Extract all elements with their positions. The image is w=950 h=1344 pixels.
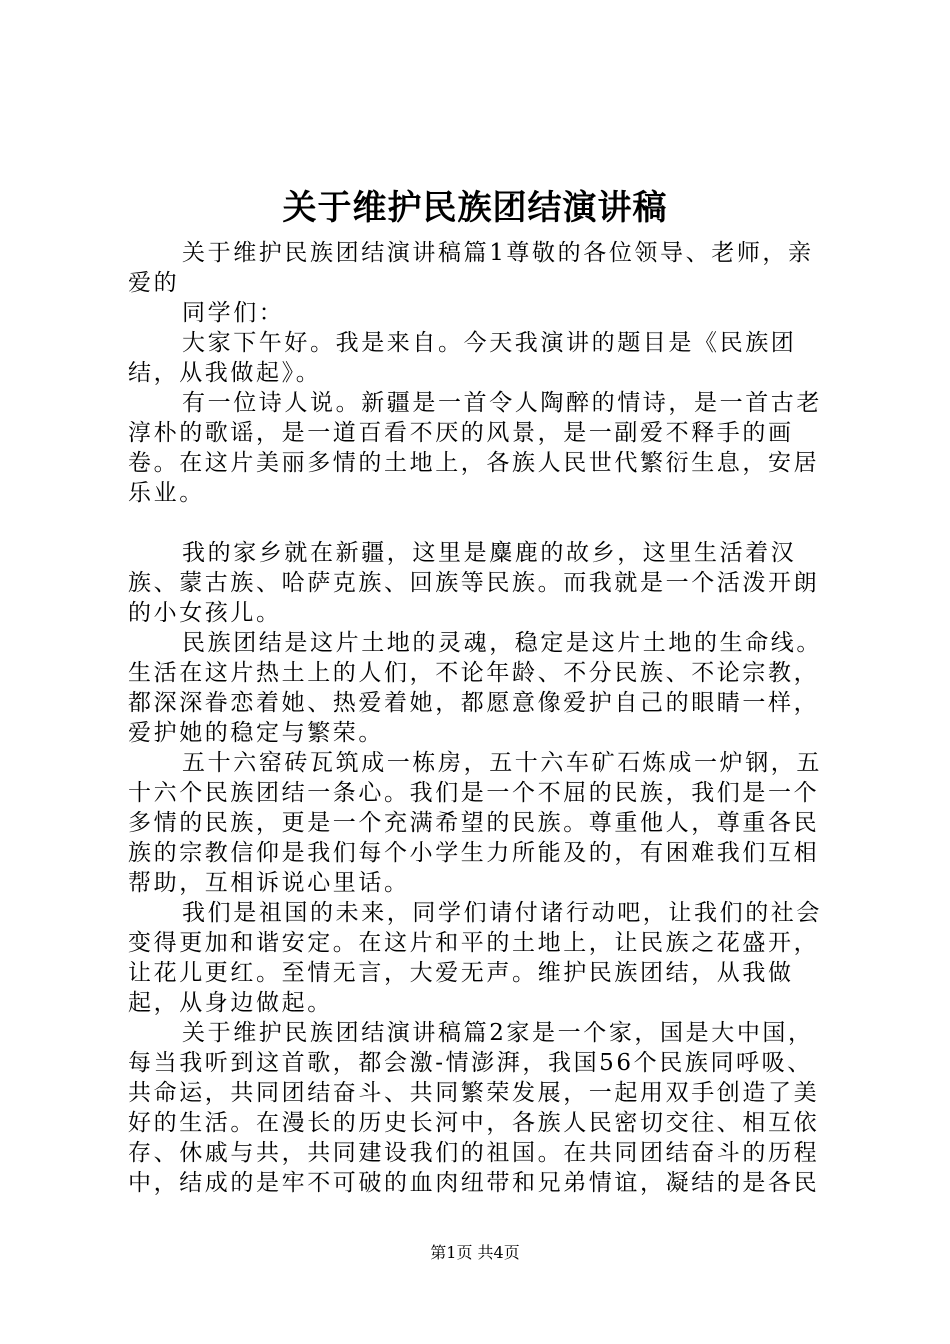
paragraph: 大家下午好。我是来自。今天我演讲的题目是《民族团结，从我做起》。 bbox=[128, 330, 797, 386]
paragraph: 五十六窑砖瓦筑成一栋房，五十六车矿石炼成一炉钢，五十六个民族团结一条心。我们是一个不屈的民族，我们是一个多情的民族，更是一个充满希望的民族。尊重他人，尊重各民族的宗教信仰是我们每个小学生力所能及的，有困难我们互相帮助，互相诉说心里话。 bbox=[128, 750, 822, 896]
paragraph: 有一位诗人说。新疆是一首令人陶醉的情诗，是一首古老淳朴的歌谣，是一道百看不厌的风景，是一副爱不释手的画卷。在这片美丽多情的土地上，各族人民世代繁衍生息，安居乐业。 bbox=[128, 390, 822, 506]
paragraph: 我的家乡就在新疆，这里是麋鹿的故乡，这里生活着汉族、蒙古族、哈萨克族、回族等民族。而我就是一个活泼开朗的小女孩儿。 bbox=[128, 540, 820, 626]
page-footer: 第1页 共4页 bbox=[430, 1243, 520, 1262]
paragraph: 关于维护民族团结演讲稿篇1尊敬的各位领导、老师，亲爱的 bbox=[128, 240, 814, 296]
page-title: 关于维护民族团结演讲稿 bbox=[282, 188, 668, 228]
document-body bbox=[128, 238, 828, 1198]
paragraph: 民族团结是这片土地的灵魂，稳定是这片土地的生命线。生活在这片热土上的人们，不论年龄、不分民族、不论宗教，都深深眷恋着她、热爱着她，都愿意像爱护自己的眼睛一样，爱护她的稳定与繁荣。 bbox=[128, 630, 822, 746]
paragraph: 关于维护民族团结演讲稿篇2家是一个家，国是大中国，每当我听到这首歌，都会激-情澎湃，我国56个民族同呼吸、共命运，共同团结奋斗、共同繁荣发展，一起用双手创造了美好的生活。在漫长的历史长河中，各族人民密切交往、相互依存、休戚与共，共同建设我们的祖国。在共同团结奋斗的历程中，结成的是牢不可破的血肉纽带和兄弟情谊，凝结的是各民 bbox=[128, 1020, 820, 1196]
paragraph: 同学们： bbox=[182, 300, 285, 326]
paragraph: 我们是祖国的未来，同学们请付诸行动吧，让我们的社会变得更加和谐安定。在这片和平的土地上，让民族之花盛开，让花儿更红。至情无言，大爱无声。维护民族团结，从我做起，从身边做起。 bbox=[128, 900, 822, 1016]
